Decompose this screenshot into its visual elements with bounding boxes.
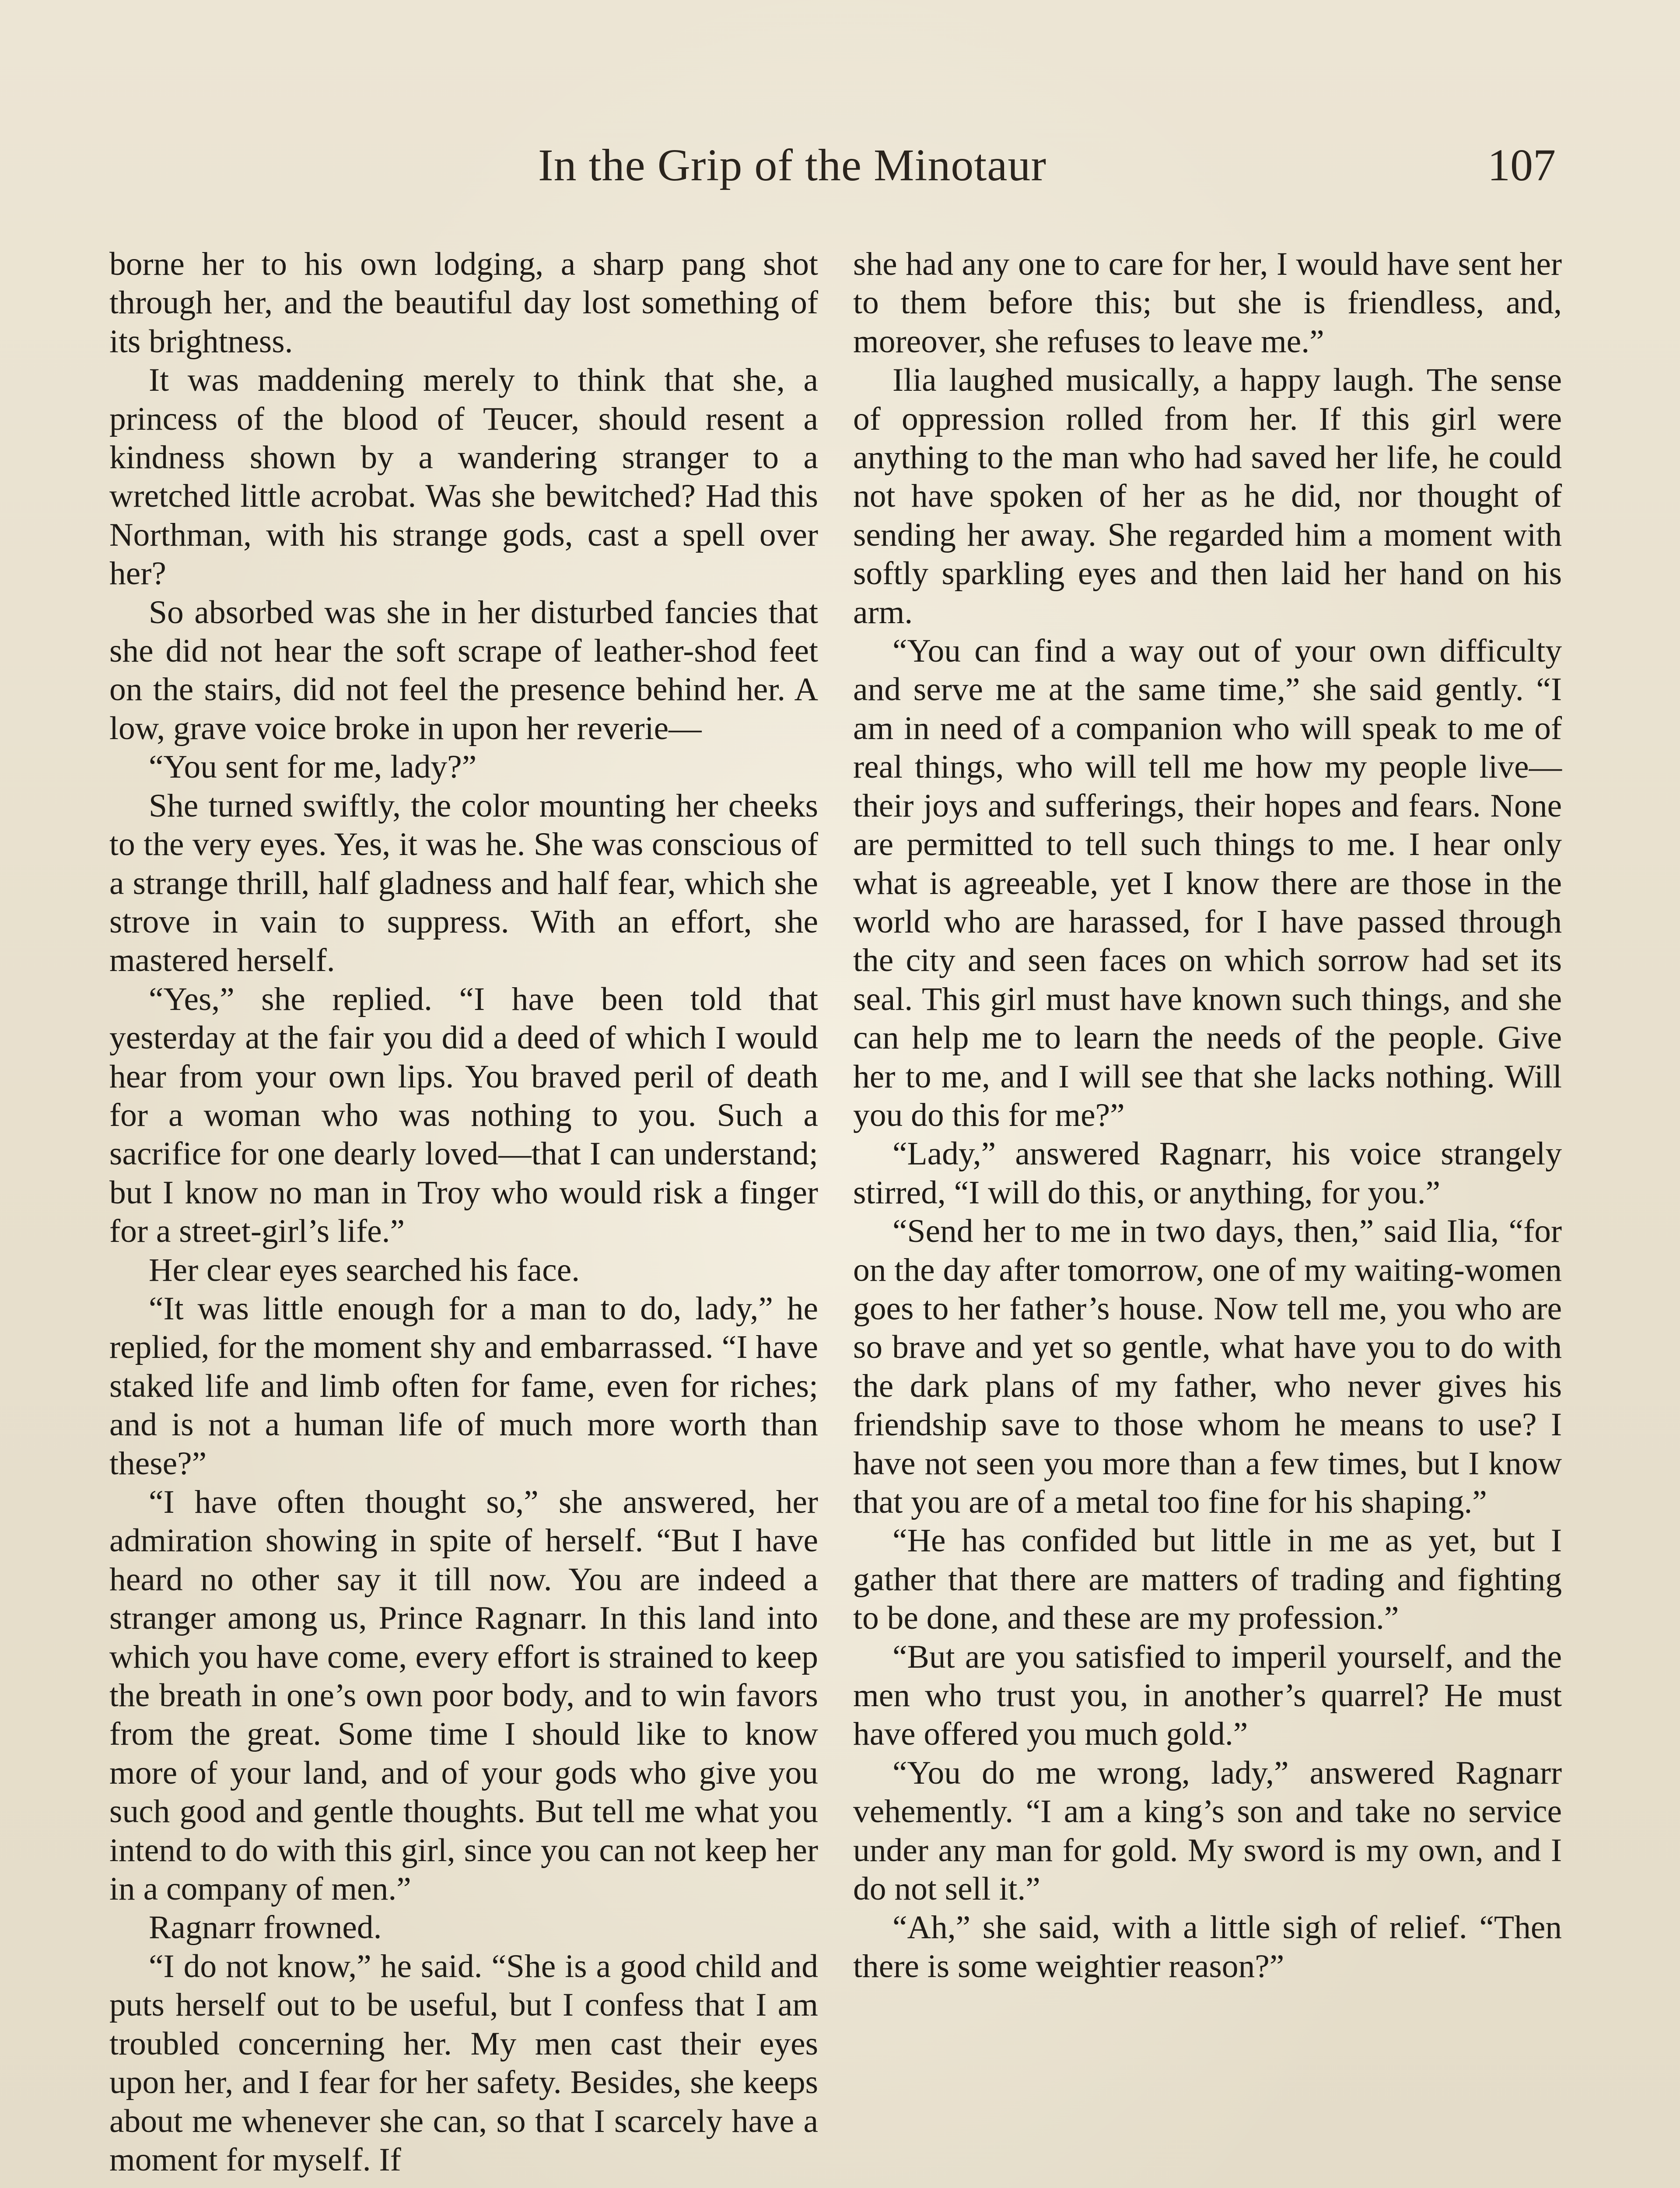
- paragraph: Ilia laughed musically, a happy laugh. The sense of oppression rolled from her. If this girl were anything to the man who had saved her life, he could not have spoken of her as he did, nor thought of sending her away. She regarded him a moment with softly sparkling eyes and then laid her hand on his arm.: [853, 362, 1562, 631]
- page-number: 107: [1488, 140, 1556, 190]
- paragraph: Ragnarr frowned.: [149, 1909, 382, 1946]
- running-head-title: In the Grip of the Minotaur: [538, 140, 1047, 190]
- paragraph: “You can find a way out of your own difficulty and serve me at the same time,” she said gently. “I am in need of a companion who will speak to me of real things, who will tell me how my people live—their joys and sufferings, their hopes and fears. None are permitted to tell such things to me. I hear only what is agreeable, yet I know there are those in the world who are harassed, for I have passed through the city and seen faces on which sorrow had set its seal. This girl must have known such things, and she can help me to learn the needs of the people. Give her to me, and I will see that she lacks nothing. Will you do this for me?”: [853, 633, 1562, 1133]
- paragraph: “I do not know,” he said. “She is a good child and puts herself out to be useful, but I confess that I am troubled concerning her. My men cast their eyes upon her, and I fear for her safety. Besides, she keeps about me whenever she can, so that I scarcely have a moment for myself. If: [109, 1948, 818, 2178]
- paragraph: Her clear eyes searched his face.: [149, 1252, 580, 1288]
- paragraph: “You sent for me, lady?”: [149, 749, 477, 785]
- left-text-column: [109, 245, 818, 2179]
- paragraph: “It was little enough for a man to do, lady,” he replied, for the moment shy and embarrassed. “I have staked life and limb often for fame, even for riches; and is not a human life of much more worth than these?”: [109, 1290, 818, 1482]
- paragraph: she had any one to care for her, I would have sent her to them before this; but she is friendless, and, moreover, she refuses to leave me.”: [853, 246, 1562, 360]
- paragraph: It was maddening merely to think that she, a princess of the blood of Teucer, should resent a kindness shown by a wandering stranger to a wretched little acrobat. Was she bewitched? Had this Northman, with his strange gods, cast a spell over her?: [109, 362, 818, 592]
- paragraph: “You do me wrong, lady,” answered Ragnarr vehemently. “I am a king’s son and take no service under any man for gold. My sword is my own, and I do not sell it.”: [853, 1754, 1562, 1907]
- paragraph: So absorbed was she in her disturbed fancies that she did not hear the soft scrape of leather-shod feet on the stairs, did not feel the presence behind her. A low, grave voice broke in upon her reverie—: [109, 594, 818, 747]
- paragraph: “Send her to me in two days, then,” said Ilia, “for on the day after tomorrow, one of my waiting-women goes to her father’s house. Now tell me, you who are so brave and yet so gentle, what have you to do with the dark plans of my father, who never gives his friendship save to those whom he means to use? I have not seen you more than a few times, but I know that you are of a metal too fine for his shaping.”: [853, 1213, 1562, 1520]
- paragraph: “Lady,” answered Ragnarr, his voice strangely stirred, “I will do this, or anything, for you.”: [853, 1136, 1562, 1211]
- right-text-column: [853, 245, 1562, 1986]
- paragraph: “He has confided but little in me as yet, but I gather that there are matters of trading and fighting to be done, and these are my profession.”: [853, 1522, 1562, 1637]
- paragraph: “Yes,” she replied. “I have been told that yesterday at the fair you did a deed of which I would hear from your own lips. You braved peril of death for a woman who was nothing to you. Such a sacrifice for one dearly loved—that I can understand; but I know no man in Troy who would risk a finger for a street-girl’s life.”: [109, 981, 818, 1250]
- paragraph: borne her to his own lodging, a sharp pang shot through her, and the beautiful day lost something of its brightness.: [109, 246, 818, 360]
- paragraph: “I have often thought so,” she answered, her admiration showing in spite of herself. “But I have heard no other say it till now. You are indeed a stranger among us, Prince Ragnarr. In this land into which you have come, every effort is strained to keep the breath in one’s own poor body, and to win favors from the great. Some time I should like to know more of your land, and of your gods who give you such good and gentle thoughts. But tell me what you intend to do with this girl, since you can not keep her in a company of men.”: [109, 1484, 818, 1907]
- paragraph: She turned swiftly, the color mounting her cheeks to the very eyes. Yes, it was he. She was conscious of a strange thrill, half gladness and half fear, which she strove in vain to suppress. With an effort, she mastered herself.: [109, 787, 818, 979]
- paragraph: “But are you satisfied to imperil yourself, and the men who trust you, in another’s quarrel? He must have offered you much gold.”: [853, 1638, 1562, 1753]
- paragraph: “Ah,” she said, with a little sigh of relief. “Then there is some weightier reason?”: [853, 1909, 1562, 1985]
